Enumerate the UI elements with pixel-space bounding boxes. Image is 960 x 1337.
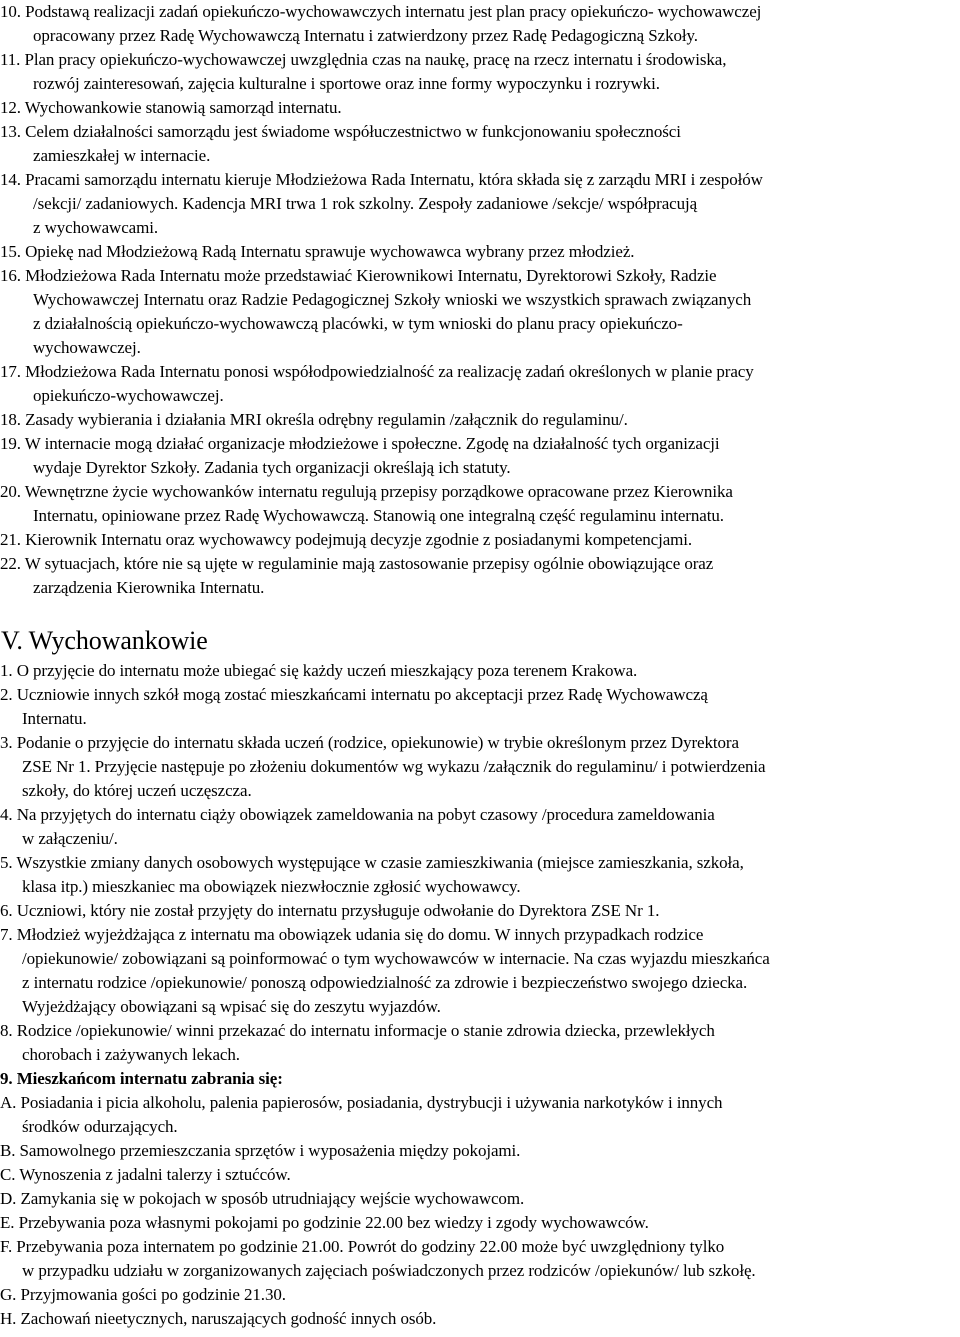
list-item-first-line: 10. Podstawą realizacji zadań opiekuńczo-wychowawczych internatu jest plan pracy opiekuńczo- wychowawczej: [0, 2, 762, 21]
regulations-list-part-iv: [0, 0, 763, 600]
list-item-first-line: 19. W internacie mogą działać organizacje młodzieżowe i społeczne. Zgodę na działalność tych organizacji: [0, 434, 720, 453]
list-item-first-line: 17. Młodzieżowa Rada Internatu ponosi współodpowiedzialność za realizację zadań określonych w planie pracy: [0, 362, 754, 381]
list-item: [0, 851, 770, 899]
list-item: [0, 120, 763, 168]
list-item-continuation-line: środków odurzających.: [22, 1117, 178, 1136]
list-item-first-line: H. Zachowań nieetycznych, naruszających godność innych osób.: [0, 1309, 437, 1328]
list-item-first-line: 2. Uczniowie innych szkół mogą zostać mieszkańcami internatu po akceptacji przez Radę Wychowawczą: [0, 685, 708, 704]
list-item-first-line: 16. Młodzieżowa Rada Internatu może przedstawiać Kierownikowi Internatu, Dyrektorowi Szkoły, Radzie: [0, 266, 717, 285]
list-item-continuation-line: zarządzenia Kierownika Internatu.: [33, 578, 265, 597]
list-item-first-line: 14. Pracami samorządu internatu kieruje Młodzieżowa Rada Internatu, która składa się z zarządu MRI i zespołów: [0, 170, 763, 189]
list-item: [0, 48, 763, 96]
list-item-first-line: 5. Wszystkie zmiany danych osobowych występujące w czasie zamieszkiwania (miejsce zamieszkania, szkoła,: [0, 853, 744, 872]
list-item: [0, 731, 770, 803]
list-item-first-line: A. Posiadania i picia alkoholu, palenia papierosów, posiadania, dystrybucji i używania narkotyków i innych: [0, 1093, 723, 1112]
list-item: [0, 1067, 770, 1091]
list-item-continuation-line: z działalnością opiekuńczo-wychowawczą placówki, w tym wnioski do planu pracy opiekuńczo-: [33, 314, 683, 333]
list-item-continuation-line: opiekuńczo-wychowawczej.: [33, 386, 224, 405]
list-item-first-line: F. Przebywania poza internatem po godzinie 21.00. Powrót do godziny 22.00 może być uwzględniony tylko: [0, 1237, 725, 1256]
list-item-first-line: 11. Plan pracy opiekuńczo-wychowawczej uwzględnia czas na naukę, pracę na rzecz internatu i środowiska,: [0, 50, 727, 69]
list-item: [0, 923, 770, 1019]
list-item-first-line: 6. Uczniowi, który nie został przyjęty do internatu przysługuje odwołanie do Dyrektora ZSE Nr 1.: [0, 901, 660, 920]
list-item-first-line: B. Samowolnego przemieszczania sprzętów i wyposażenia między pokojami.: [0, 1141, 521, 1160]
list-item-continuation-line: w przypadku udziału w zorganizowanych zajęciach poświadczonych przez rodziców /opiekunów/ lub szkołę.: [22, 1261, 756, 1280]
list-item-first-line: 22. W sytuacjach, które nie są ujęte w regulaminie mają zastosowanie przepisy ogólnie obowiązujące oraz: [0, 554, 714, 573]
list-item: [0, 1235, 770, 1283]
list-item-first-line: 13. Celem działalności samorządu jest świadome współuczestnictwo w funkcjonowaniu społeczności: [0, 122, 681, 141]
list-item-first-line: D. Zamykania się w pokojach w sposób utrudniający wejście wychowawcom.: [0, 1189, 525, 1208]
list-item-continuation-line: z internatu rodzice /opiekunowie/ ponoszą odpowiedzialność za zdrowie i bezpieczeństwo swojego dziecka.: [22, 973, 748, 992]
list-item-first-line: C. Wynoszenia z jadalni talerzy i sztućców.: [0, 1165, 291, 1184]
list-item-continuation-line: /sekcji/ zadaniowych. Kadencja MRI trwa 1 rok szkolny. Zespoły zadaniowe /sekcje/ współpracują: [33, 194, 698, 213]
list-item-continuation-line: Internatu.: [22, 709, 87, 728]
list-item-continuation-line: zamieszkałej w internacie.: [33, 146, 211, 165]
list-item-continuation-line: szkoły, do której uczeń uczęszcza.: [22, 781, 252, 800]
list-item: [0, 683, 770, 731]
list-item-first-line: 15. Opiekę nad Młodzieżową Radą Internatu sprawuje wychowawca wybrany przez młodzież.: [0, 242, 635, 261]
list-item: [0, 803, 770, 851]
list-item-first-line: 9. Mieszkańcom internatu zabrania się:: [0, 1069, 283, 1088]
list-item: [0, 360, 763, 408]
list-item-first-line: 3. Podanie o przyjęcie do internatu składa uczeń (rodzice, opiekunowie) w trybie określonym przez Dyrektora: [0, 733, 739, 752]
list-item: [0, 899, 770, 923]
list-item-first-line: 21. Kierownik Internatu oraz wychowawcy podejmują decyzje zgodnie z posiadanymi kompetencjami.: [0, 530, 693, 549]
list-item: [0, 480, 763, 528]
list-item-first-line: 20. Wewnętrzne życie wychowanków internatu regulują przepisy porządkowe opracowane przez Kierownika: [0, 482, 733, 501]
list-item: [0, 1187, 770, 1211]
list-item-continuation-line: Internatu, opiniowane przez Radę Wychowawczą. Stanowią one integralną część regulaminu internatu.: [33, 506, 724, 525]
list-item-first-line: 8. Rodzice /opiekunowie/ winni przekazać do internatu informacje o stanie zdrowia dziecka, przewlekłych: [0, 1021, 715, 1040]
list-item: [0, 1211, 770, 1235]
list-item: [0, 432, 763, 480]
list-item-continuation-line: klasa itp.) mieszkaniec ma obowiązek niezwłocznie zgłosić wychowawcy.: [22, 877, 521, 896]
list-item-continuation-line: wydaje Dyrektor Szkoły. Zadania tych organizacji określają ich statuty.: [33, 458, 511, 477]
list-item: [0, 552, 763, 600]
list-item: [0, 240, 763, 264]
list-item: [0, 0, 763, 48]
list-item-first-line: G. Przyjmowania gości po godzinie 21.30.: [0, 1285, 286, 1304]
list-item-continuation-line: wychowawczej.: [33, 338, 141, 357]
list-item-continuation-line: w załączeniu/.: [22, 829, 118, 848]
list-item-first-line: 1. O przyjęcie do internatu może ubiegać się każdy uczeń mieszkający poza terenem Krakowa.: [0, 661, 638, 680]
list-item: [0, 1091, 770, 1139]
list-item-first-line: 12. Wychowankowie stanowią samorząd internatu.: [0, 98, 342, 117]
list-item-first-line: 4. Na przyjętych do internatu ciąży obowiązek zameldowania na pobyt czasowy /procedura zameldowania: [0, 805, 715, 824]
list-item: [0, 1139, 770, 1163]
list-item: [0, 408, 763, 432]
list-item-continuation-line: opracowany przez Radę Wychowawczą Internatu i zatwierdzony przez Radę Pedagogiczną Szkoły.: [33, 26, 698, 45]
list-item-first-line: 18. Zasady wybierania i działania MRI określa odrębny regulamin /załącznik do regulaminu/.: [0, 410, 628, 429]
list-item-continuation-line: /opiekunowie/ zobowiązani są poinformować o tym wychowawców w internacie. Na czas wyjazdu mieszkańca: [22, 949, 770, 968]
list-item: [0, 1283, 770, 1307]
list-item-continuation-line: z wychowawcami.: [33, 218, 159, 237]
list-item-continuation-line: ZSE Nr 1. Przyjęcie następuje po złożeniu dokumentów wg wykazu /załącznik do regulaminu/ i potwierdzenia: [22, 757, 766, 776]
list-item: [0, 1163, 770, 1187]
list-item: [0, 1307, 770, 1331]
list-item: [0, 168, 763, 240]
list-item: [0, 264, 763, 360]
list-item: [0, 528, 763, 552]
list-item-first-line: 7. Młodzież wyjeżdżająca z internatu ma obowiązek udania się do domu. W innych przypadkach rodzice: [0, 925, 704, 944]
section-heading: V. Wychowankowie: [1, 626, 208, 655]
list-item: [0, 659, 770, 683]
list-item: [0, 96, 763, 120]
list-item: [0, 1019, 770, 1067]
list-item-continuation-line: Wychowawczej Internatu oraz Radzie Pedagogicznej Szkoły wnioski we wszystkich sprawach związanych: [33, 290, 752, 309]
list-item-continuation-line: rozwój zainteresowań, zajęcia kulturalne i sportowe oraz inne formy wypoczynku i rozrywki.: [33, 74, 660, 93]
list-item-continuation-line: chorobach i zażywanych lekach.: [22, 1045, 240, 1064]
list-item-first-line: E. Przebywania poza własnymi pokojami po godzinie 22.00 bez wiedzy i zgody wychowawców.: [0, 1213, 649, 1232]
list-item-continuation-line: Wyjeżdżający obowiązani są wpisać się do zeszytu wyjazdów.: [22, 997, 441, 1016]
regulations-list-part-v: [0, 659, 770, 1331]
